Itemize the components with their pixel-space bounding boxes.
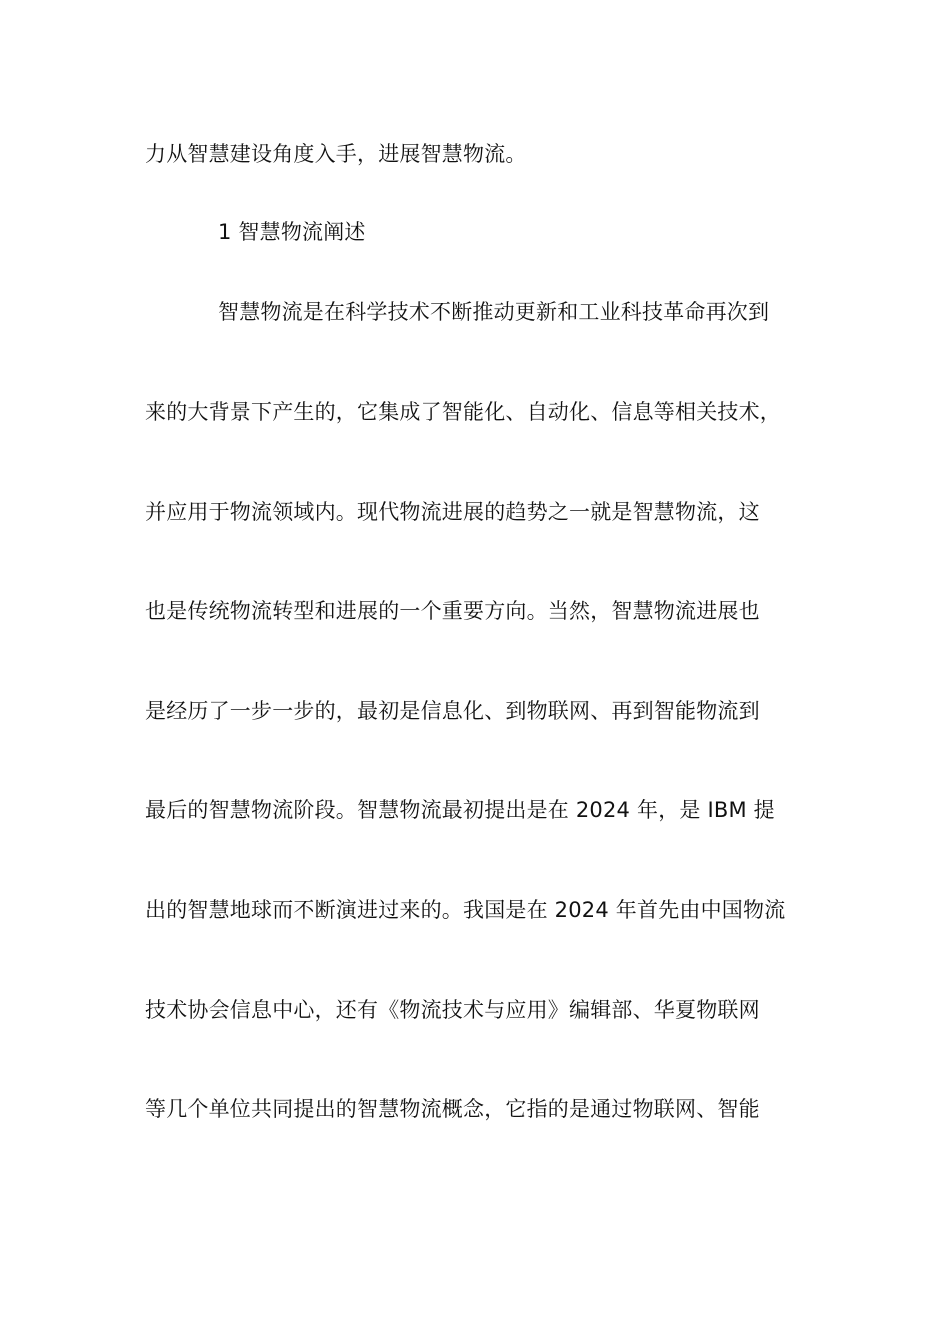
text-line: 来的大背景下产生的，它集成了智能化、自动化、信息等相关技术， [145,400,781,424]
text-line: 并应用于物流领域内。现代物流进展的趋势之一就是智慧物流，这 [145,500,760,524]
text-line: 智慧物流是在科学技术不断推动更新和工业科技革命再次到 [218,300,770,324]
text-line: 等几个单位共同提出的智慧物流概念，它指的是通过物联网、智能 [145,1097,760,1121]
text-line: 是经历了一步一步的，最初是信息化、到物联网、再到智能物流到 [145,699,760,723]
text-line: 最后的智慧物流阶段。智慧物流最初提出是在 2024 年，是 IBM 提 [145,798,775,822]
text-line: 力从智慧建设角度入手，进展智慧物流。 [145,142,527,166]
section-heading: 1 智慧物流阐述 [218,220,366,244]
text-line: 出的智慧地球而不断演进过来的。我国是在 2024 年首先由中国物流 [145,898,786,922]
text-line: 也是传统物流转型和进展的一个重要方向。当然，智慧物流进展也 [145,599,760,623]
text-line: 技术协会信息中心，还有《物流技术与应用》编辑部、华夏物联网 [145,998,760,1022]
